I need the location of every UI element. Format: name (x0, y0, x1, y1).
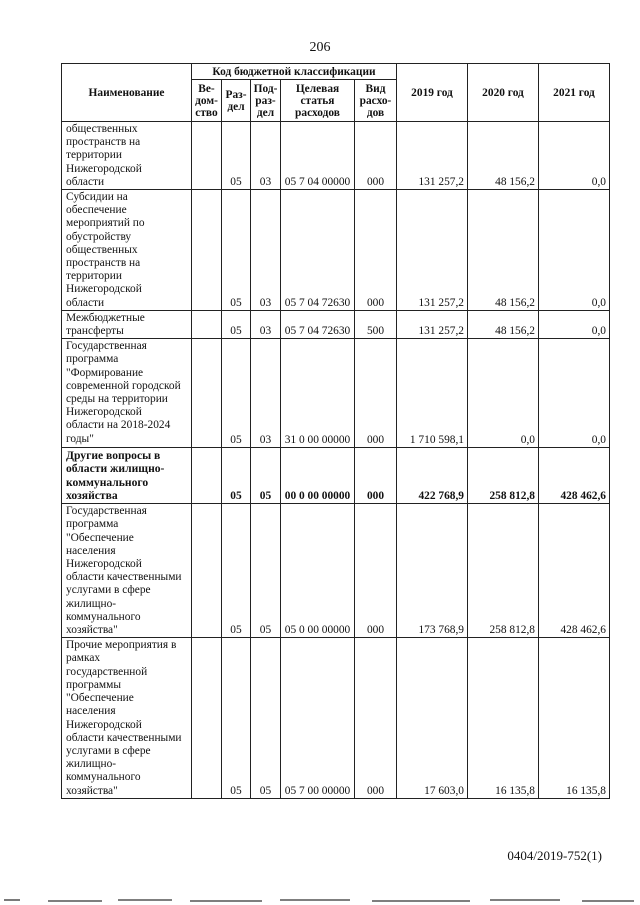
cell-2019: 17 603,0 (397, 638, 468, 798)
cell-csr: 05 7 04 00000 (281, 122, 355, 190)
cell-vr: 000 (355, 504, 397, 638)
cell-ved (192, 638, 222, 798)
cell-csr: 05 7 00 00000 (281, 638, 355, 798)
cell-razdel: 05 (222, 190, 251, 311)
cell-2019: 422 768,9 (397, 448, 468, 504)
cell-csr: 00 0 00 00000 (281, 448, 355, 504)
cell-razdel: 05 (222, 122, 251, 190)
cell-2021: 0,0 (539, 190, 610, 311)
cell-2019: 1 710 598,1 (397, 339, 468, 448)
cell-ved (192, 310, 222, 338)
cell-name: Государственная программа "Формирование современной городской среды на территории Нижегородской области на 2018-2024 годы" (62, 339, 192, 448)
cell-podrazdel: 05 (251, 448, 281, 504)
cell-2020: 48 156,2 (468, 190, 539, 311)
cell-podrazdel: 03 (251, 190, 281, 311)
cell-podrazdel: 05 (251, 504, 281, 638)
page-number: 206 (309, 40, 331, 55)
cell-2020: 0,0 (468, 339, 539, 448)
table-row (62, 310, 610, 338)
table-row (62, 190, 610, 311)
cell-name: Государственная программа "Обеспечение населения Нижегородской области качественными услугами в сфере жилищно- коммунального хозяйства" (62, 504, 192, 638)
cell-ved (192, 448, 222, 504)
cell-ved (192, 122, 222, 190)
cell-2020: 48 156,2 (468, 122, 539, 190)
cell-ved (192, 504, 222, 638)
cell-2020: 258 812,8 (468, 448, 539, 504)
table-row (62, 638, 610, 798)
budget-table (61, 63, 610, 799)
cell-razdel: 05 (222, 339, 251, 448)
cell-name: Субсидии на обеспечение мероприятий по обустройству общественных пространств на территории Нижегородской области (62, 190, 192, 311)
cell-2021: 428 462,6 (539, 504, 610, 638)
cell-podrazdel: 03 (251, 339, 281, 448)
cell-ved (192, 190, 222, 311)
cell-2021: 16 135,8 (539, 638, 610, 798)
cell-2021: 0,0 (539, 122, 610, 190)
cell-name: общественных пространств на территории Нижегородской области (62, 122, 192, 190)
cell-vr: 000 (355, 122, 397, 190)
cell-vr: 000 (355, 448, 397, 504)
table-row (62, 448, 610, 504)
cell-podrazdel: 03 (251, 122, 281, 190)
cell-razdel: 05 (222, 310, 251, 338)
table-row (62, 504, 610, 638)
scan-edge-marks (0, 896, 640, 905)
cell-2021: 428 462,6 (539, 448, 610, 504)
cell-csr: 05 7 04 72630 (281, 310, 355, 338)
cell-name: Межбюджетные трансферты (62, 310, 192, 338)
header-year-2021: 2021 год (539, 64, 610, 122)
cell-2019: 131 257,2 (397, 310, 468, 338)
cell-vr: 500 (355, 310, 397, 338)
cell-csr: 31 0 00 00000 (281, 339, 355, 448)
cell-razdel: 05 (222, 638, 251, 798)
header-razdel: Раз- дел (222, 80, 251, 122)
cell-razdel: 05 (222, 504, 251, 638)
header-year-2019: 2019 год (397, 64, 468, 122)
header-csr: Целевая статья расходов (281, 80, 355, 122)
cell-2020: 16 135,8 (468, 638, 539, 798)
table-row (62, 122, 610, 190)
cell-podrazdel: 03 (251, 310, 281, 338)
cell-vr: 000 (355, 638, 397, 798)
cell-name: Другие вопросы в области жилищно- коммунального хозяйства (62, 448, 192, 504)
cell-vr: 000 (355, 190, 397, 311)
header-vr: Вид расхо- дов (355, 80, 397, 122)
cell-razdel: 05 (222, 448, 251, 504)
header-podrazdel: Под- раз- дел (251, 80, 281, 122)
table-body (62, 122, 610, 799)
cell-2021: 0,0 (539, 310, 610, 338)
cell-csr: 05 7 04 72630 (281, 190, 355, 311)
cell-2019: 131 257,2 (397, 190, 468, 311)
header-classification-group: Код бюджетной классификации (192, 64, 397, 80)
document-code: 0404/2019-752(1) (507, 848, 602, 863)
cell-2020: 48 156,2 (468, 310, 539, 338)
header-name: Наименование (62, 64, 192, 122)
cell-name: Прочие мероприятия в рамках государственной программы "Обеспечение населения Нижегородской области качественными услугами в сфере жилищно- коммунального хозяйства" (62, 638, 192, 798)
table-row (62, 339, 610, 448)
header-ved: Ве- дом- ство (192, 80, 222, 122)
cell-csr: 05 0 00 00000 (281, 504, 355, 638)
header-year-2020: 2020 год (468, 64, 539, 122)
cell-podrazdel: 05 (251, 638, 281, 798)
cell-2019: 131 257,2 (397, 122, 468, 190)
cell-vr: 000 (355, 339, 397, 448)
cell-2021: 0,0 (539, 339, 610, 448)
cell-2020: 258 812,8 (468, 504, 539, 638)
cell-2019: 173 768,9 (397, 504, 468, 638)
cell-ved (192, 339, 222, 448)
table-header (62, 64, 610, 122)
